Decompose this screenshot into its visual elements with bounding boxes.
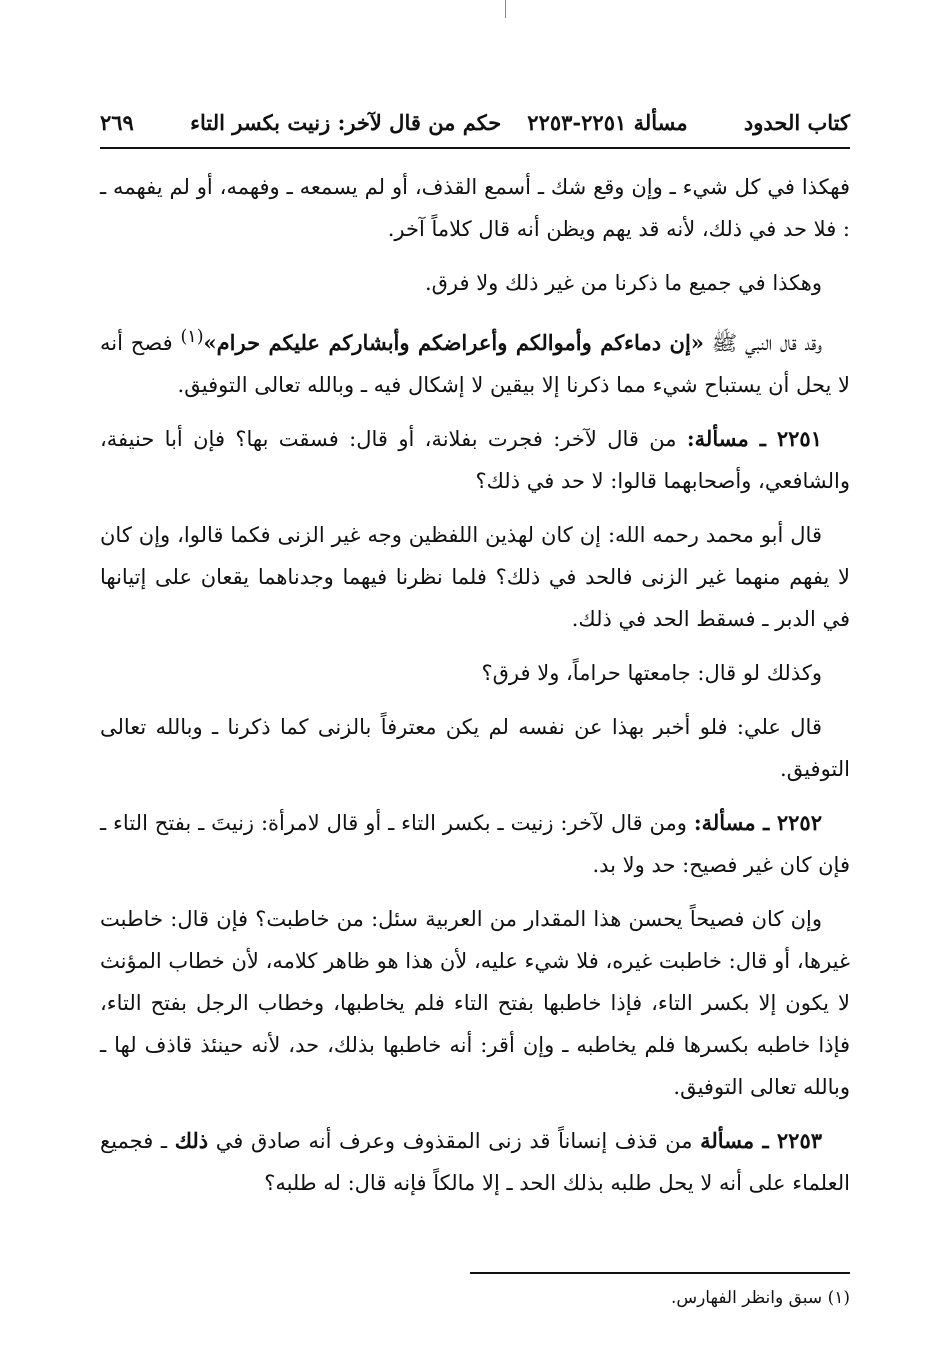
book-page	[100, 0, 850, 1370]
paragraph	[100, 898, 850, 1108]
paragraph-text: من قذف إنساناً قد زنى المقذوف وعرف أنه صادق في	[208, 1129, 701, 1153]
paragraph-text: وإن كان فصيحاً يحسن هذا المقدار من العربية سئل: من خاطبت؟ فإن قال: خاطبت غيرها، أو قال: خاطبت غيره، فلا شيء عليه، لأن هذا هو ظاهر كلامه، لأن خطاب المؤنث لا يكون إلا بكسر التاء، فإذا خاطبها بفتح التاء فلم يخاطبها، وخطاب الرجل بفتح التاء، فإذا خاطبه بكسرها فلم يخاطبه ـ وإن أقر: أنه خاطبها بذلك، حد، لأنه حينئذ قاذف لها ـ وبالله تعالى التوفيق.	[100, 907, 850, 1099]
issue-numbers: مسألة ٢٢٥١-٢٢٥٣	[527, 109, 688, 135]
paragraph-text: قال أبو محمد رحمه الله: إن كان لهذين اللفظين وجه غير الزنى فكما قالوا، وإن كان لا يفهم منهما غير الزنى فالحد في ذلك؟ فلما نظرنا فيهما وجدناهما يقعان على إتيانها في الدبر ـ فسقط الحد في ذلك.	[100, 523, 850, 631]
book-title: كتاب الحدود	[743, 109, 850, 135]
header-divider	[100, 147, 850, 149]
paragraph-text: وكذلك لو قال: جامعتها حراماً، ولا فرق؟	[481, 661, 822, 685]
paragraph-text: وقد قال النبي ﷺ	[703, 331, 822, 355]
issue-label: ٢٢٥١ ـ مسألة:	[686, 426, 822, 451]
paragraph-text: فصح أنه لا يحل أن يستباح شيء مما ذكرنا إلا بيقين لا إشكال فيه ـ وبالله تعالى التوفيق.	[100, 331, 850, 397]
page-number: ٢٦٩	[100, 109, 134, 135]
footnote-reference: (١)	[180, 327, 204, 347]
footnote-text: (١) سبق وانظر الفهارس.	[670, 1288, 850, 1308]
issue-2253	[100, 1120, 850, 1204]
paragraph	[100, 316, 850, 406]
issue-2251	[100, 418, 850, 502]
issue-label: ٢٢٥٣ ـ مسألة	[700, 1128, 823, 1153]
hadith-quote: «إن دماءكم وأموالكم وأعراضكم وأبشاركم عليكم حرام»	[203, 330, 704, 355]
paragraph-text: ومن قال لآخر: زنيت ـ بكسر التاء ـ أو قال لامرأة: زنيتَ ـ بفتح التاء ـ فإن كان غير فصيح: حد ولا بد.	[100, 811, 850, 877]
running-header	[100, 104, 850, 140]
footnote-divider	[470, 1272, 850, 1274]
header-center	[190, 110, 688, 135]
footnote	[100, 1284, 850, 1312]
paragraph-text: وهكذا في جميع ما ذكرنا من غير ذلك ولا فرق.	[424, 271, 822, 295]
paragraph	[100, 706, 850, 790]
paragraph-text: قال علي: فلو أخبر بهذا عن نفسه لم يكن معترفاً بالزنى كما ذكرنا ـ وبالله تعالى التوفيق.	[100, 715, 850, 781]
emphasis: ذلك	[174, 1128, 209, 1153]
paragraph	[100, 652, 850, 694]
paragraph	[100, 514, 850, 640]
issue-label: ٢٢٥٢ ـ مسألة:	[693, 810, 822, 835]
paragraph	[100, 166, 850, 250]
paragraph-text: من قال لآخر: فجرت بفلانة، أو قال: فسقت بها؟ فإن أبا حنيفة، والشافعي، وأصحابهما قالوا: لا حد في ذلك؟	[100, 427, 850, 493]
page-body	[100, 166, 850, 1216]
paragraph-text: ـ فجميع العلماء على أنه لا يحل طلبه بذلك الحد ـ إلا مالكاً فإنه قال: له طلبه؟	[100, 1129, 850, 1195]
issue-2252	[100, 802, 850, 886]
paragraph	[100, 262, 850, 304]
paragraph-text: فهكذا في كل شيء ـ وإن وقع شك ـ أسمع القذف، أو لم يسمعه ـ وفهمه، أو لم يفهمه ـ : فلا حد في ذلك، لأنه قد يهم ويظن أنه قال كلاماً آخر.	[100, 175, 850, 241]
issue-topic: حكم من قال لآخر: زنيت بكسر التاء	[190, 109, 502, 135]
